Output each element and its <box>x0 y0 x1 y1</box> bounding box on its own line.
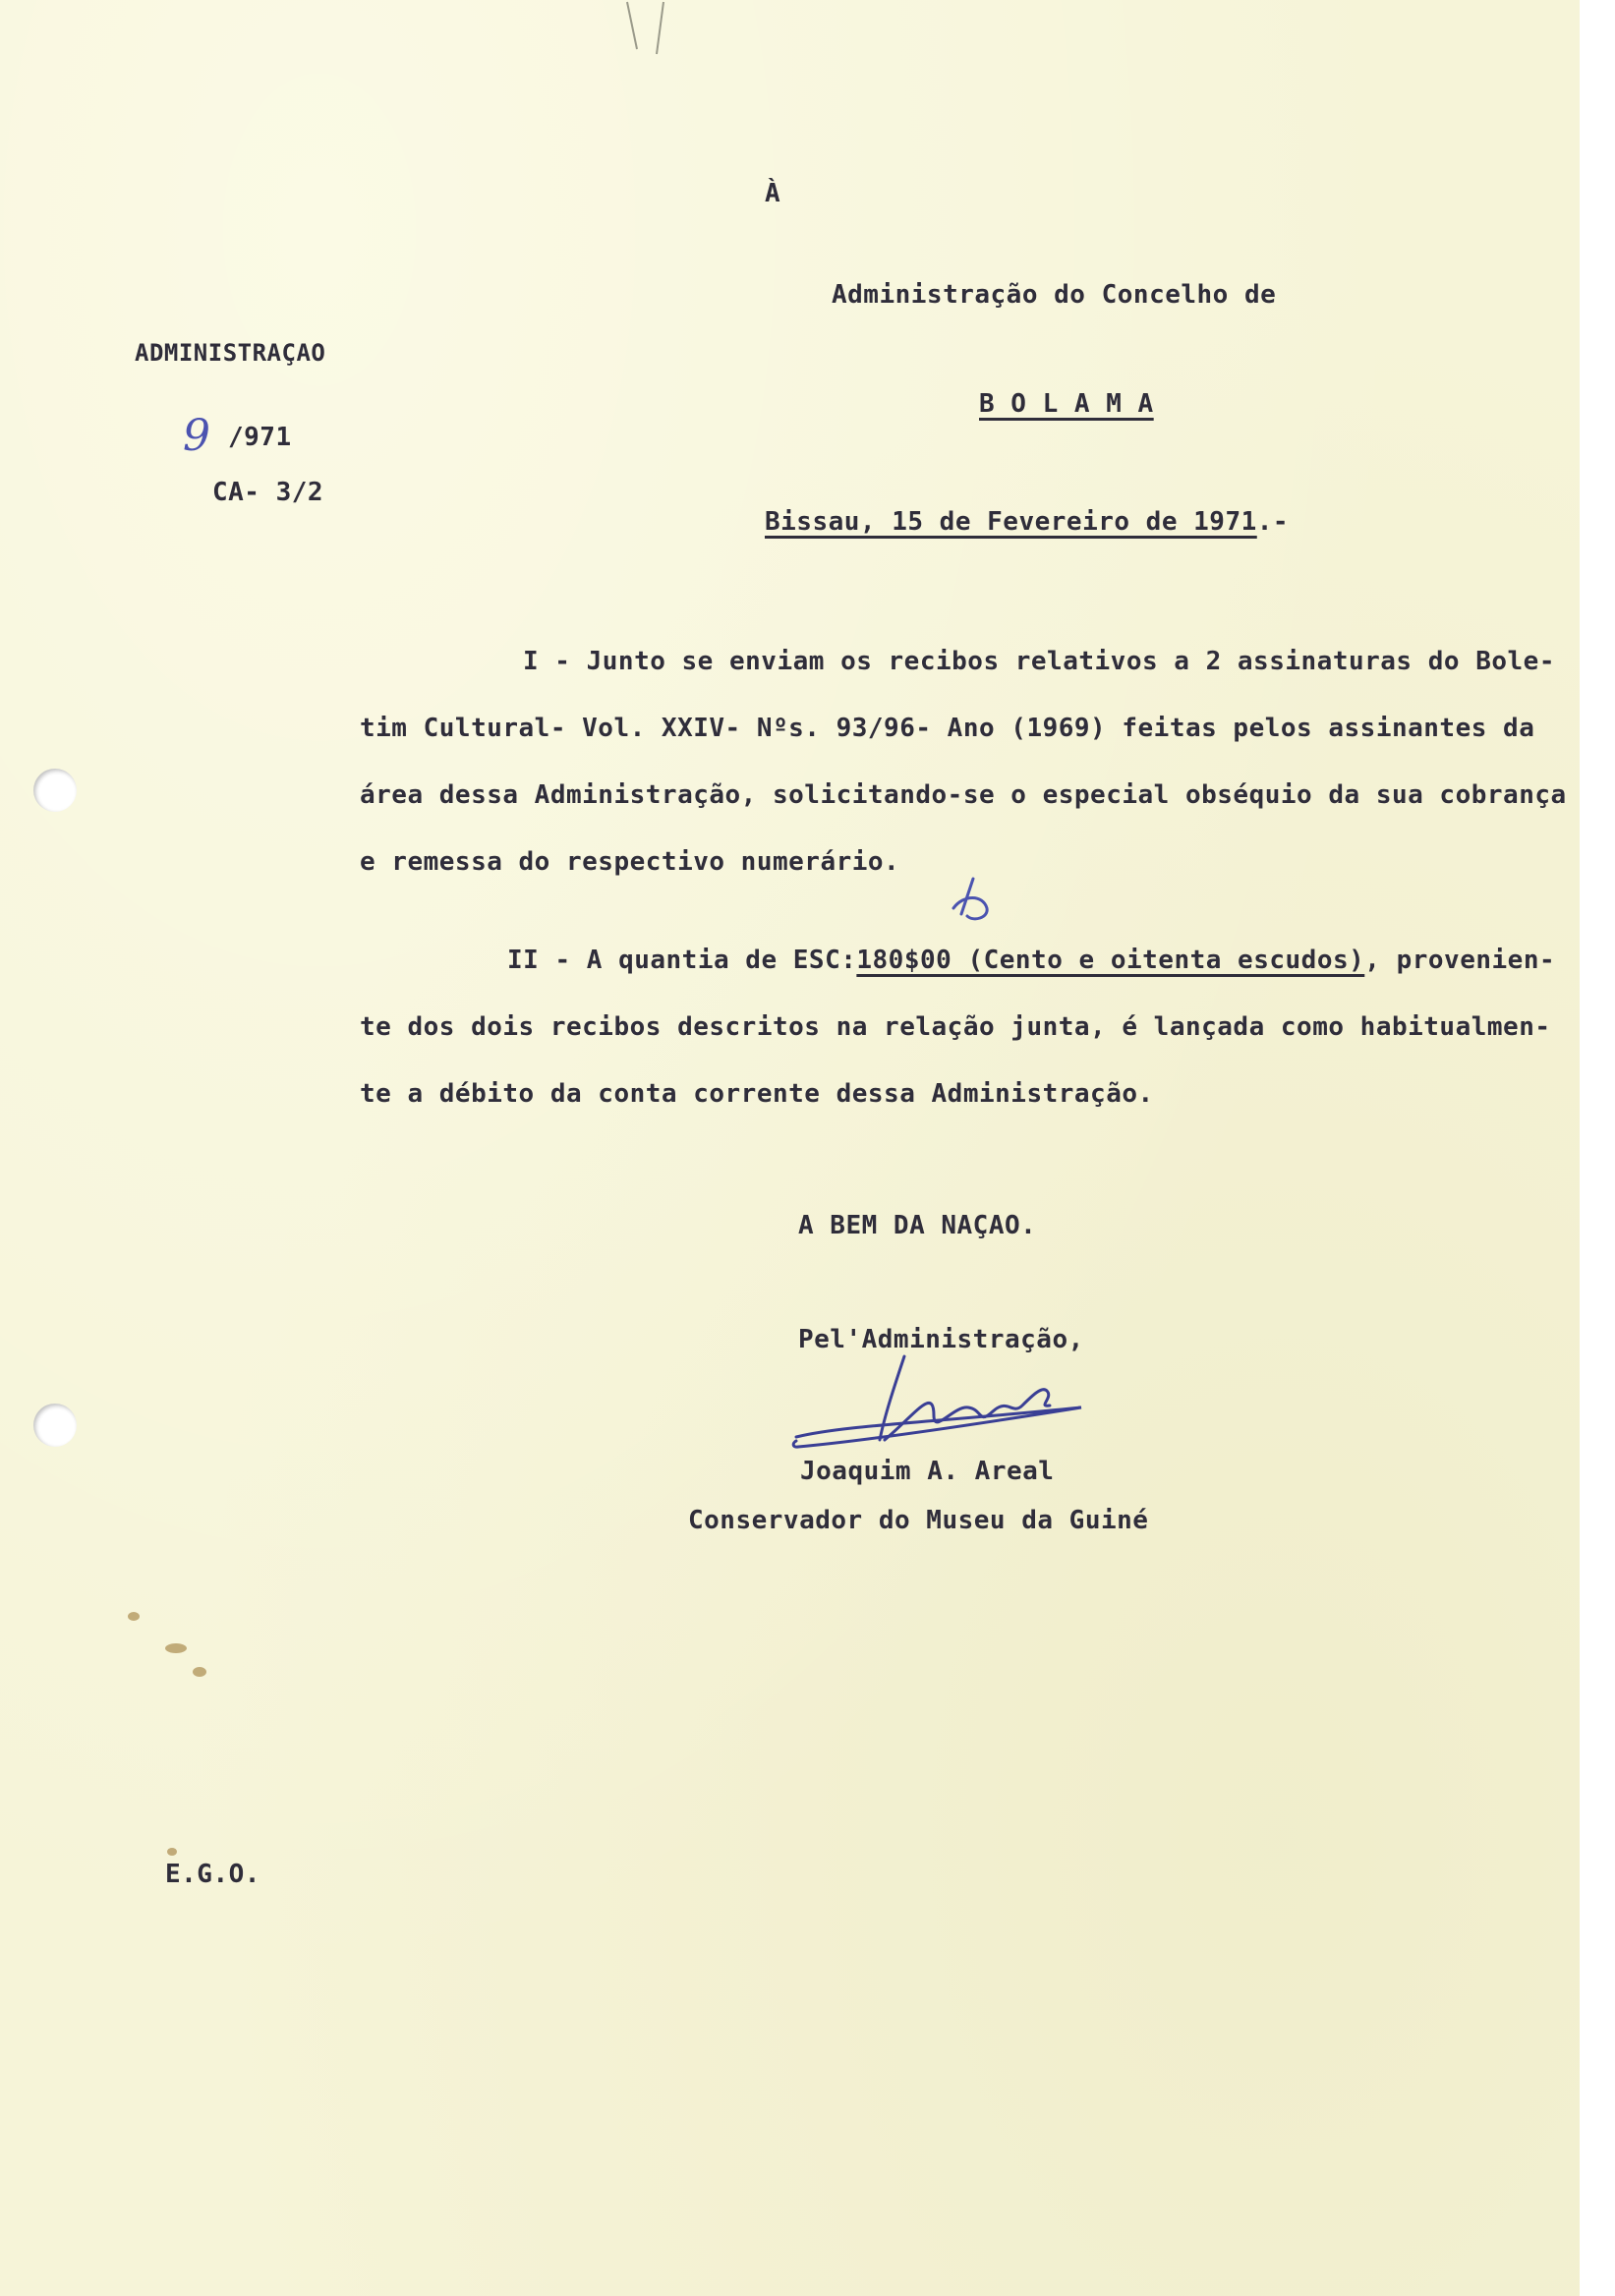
on-behalf: Pel'Administração, <box>798 1325 1084 1354</box>
stain-mark <box>167 1848 177 1856</box>
amount-intro: II - A quantia de ESC: <box>507 946 857 975</box>
date-suffix: .- <box>1256 507 1290 537</box>
stain-mark <box>193 1667 206 1677</box>
recipient-place: B O L A M A <box>979 389 1154 419</box>
reference-code: CA- 3/2 <box>212 478 324 507</box>
dateline <box>765 507 1289 537</box>
paragraph-1-line-4: e remessa do respectivo numerário. <box>360 847 900 877</box>
paragraph-1-line-3: área dessa Administração, solicitando-se o especial obséquio da sua cobrança <box>360 780 1567 810</box>
handwritten-correction-mark <box>944 875 1003 934</box>
reference-number: /971 <box>228 423 292 452</box>
typist-initials: E.G.O. <box>165 1860 260 1889</box>
punch-hole-top <box>33 769 77 812</box>
page-edge <box>1580 0 1597 2296</box>
stain-mark <box>128 1612 140 1621</box>
amount-value: 180$00 (Cento e oitenta escudos) <box>856 946 1365 975</box>
handwritten-reference-number: 9 <box>183 411 210 461</box>
paragraph-2-line-2: te dos dois recibos descritos na relação junta, é lançada como habitualmen- <box>360 1012 1551 1042</box>
amount-outro: , provenien- <box>1364 946 1556 975</box>
date-text: Bissau, 15 de Fevereiro de 1971 <box>765 507 1257 537</box>
signer-title: Conservador do Museu da Guiné <box>688 1506 1149 1535</box>
paragraph-2-line-3: te a débito da conta corrente dessa Administração. <box>360 1079 1154 1109</box>
recipient-prefix: À <box>765 179 781 208</box>
handwritten-signature <box>786 1347 1101 1464</box>
office-reference: ADMINISTRAÇAO <box>135 339 326 367</box>
punch-hole-bottom <box>33 1404 77 1447</box>
fold-mark <box>619 0 678 69</box>
recipient-line: Administração do Concelho de <box>832 280 1277 310</box>
stain-mark <box>165 1643 187 1653</box>
paragraph-2-line-1 <box>507 946 1555 975</box>
signer-name: Joaquim A. Areal <box>800 1457 1055 1486</box>
paragraph-1-line-1: I - Junto se enviam os recibos relativos a 2 assinaturas do Bole- <box>523 647 1555 676</box>
paragraph-1-line-2: tim Cultural- Vol. XXIV- Nºs. 93/96- Ano (1969) feitas pelos assinantes da <box>360 714 1535 743</box>
salutation: A BEM DA NAÇAO. <box>798 1211 1037 1240</box>
